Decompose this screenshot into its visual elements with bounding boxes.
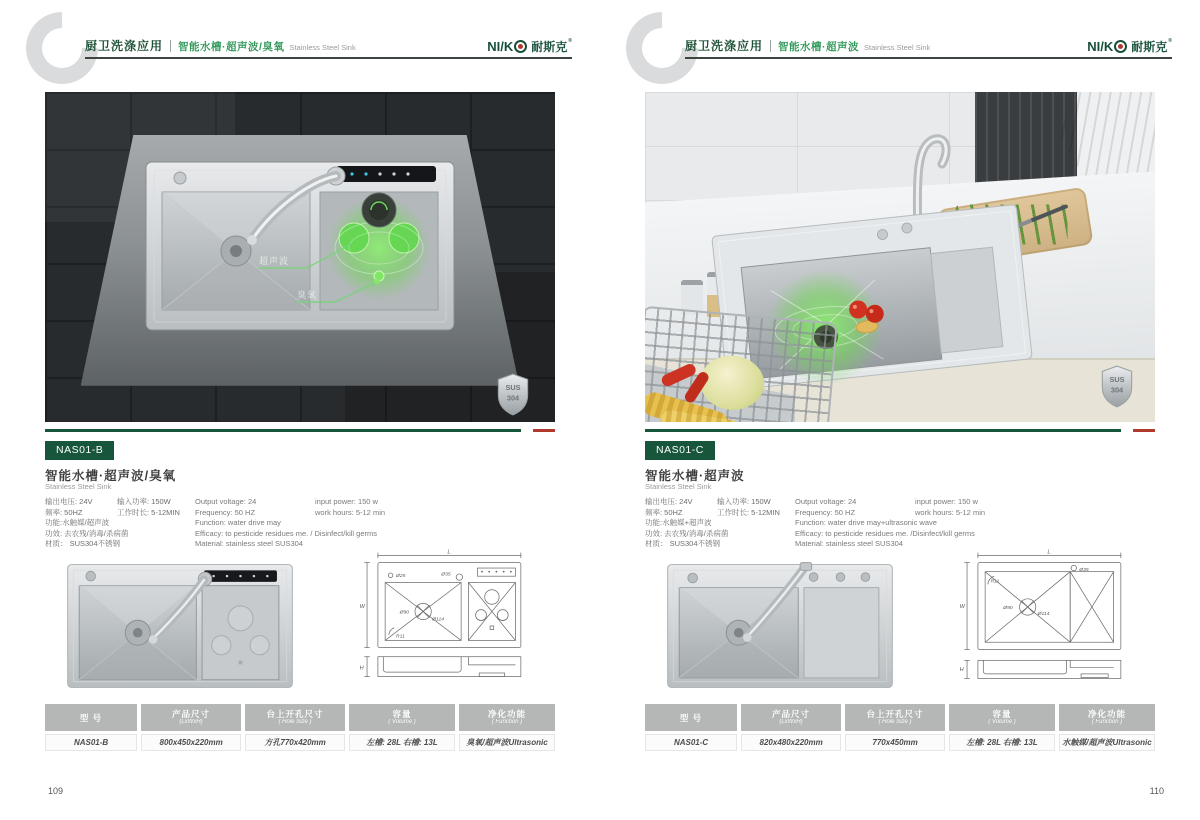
spec-table bbox=[45, 704, 555, 751]
table-cell: 800x450x220mm bbox=[141, 734, 241, 751]
logo-o-icon bbox=[1114, 40, 1127, 53]
header-title-cn: 智能水槽·超声波 bbox=[778, 41, 860, 53]
table-header-cell: 容量 ( Volume ) bbox=[949, 704, 1055, 731]
brand-logo: NI / K 耐斯克 ® bbox=[487, 38, 572, 54]
table-cell: NAS01-C bbox=[645, 734, 737, 751]
table-header-cell: 台上开孔尺寸 ( Hole Size ) bbox=[245, 704, 345, 731]
brand-logo: NI / K 耐斯克 ® bbox=[1087, 38, 1172, 54]
product-subtitle: Stainless Steel Sink bbox=[645, 482, 712, 491]
table-cell: 左槽: 28L 右槽: 13L bbox=[949, 734, 1055, 751]
spec-table bbox=[645, 704, 1155, 751]
tech-drawing bbox=[958, 540, 1148, 692]
svg-text:R11: R11 bbox=[396, 634, 405, 640]
svg-text:Ø35: Ø35 bbox=[1079, 567, 1089, 573]
window-blind bbox=[975, 92, 1077, 190]
wire-basket bbox=[645, 306, 838, 422]
svg-text:H: H bbox=[959, 667, 964, 674]
header-title-en: Stainless Steel Sink bbox=[864, 43, 931, 52]
product-thumbnail bbox=[60, 558, 300, 694]
page-header bbox=[685, 37, 930, 54]
table-cell: 方孔770x420mm bbox=[245, 734, 345, 751]
svg-text:304: 304 bbox=[1110, 385, 1124, 395]
product-title: 智能水槽·超声波/臭氧 bbox=[45, 469, 177, 483]
product-photo bbox=[45, 92, 555, 422]
svg-text:Ø35: Ø35 bbox=[441, 572, 451, 578]
svg-text:304: 304 bbox=[506, 393, 520, 403]
model-badge: NAS01-B bbox=[45, 441, 114, 460]
product-subtitle: Stainless Steel Sink bbox=[45, 482, 112, 491]
table-cell: 770x450mm bbox=[845, 734, 945, 751]
specs-en: Output voltage: 24 input power: 150 w Frequency: 50 HZ work hours: 5-12 min Function: water drive may+ultrasonic wave Efficacy: to pesticide residues me. /Disinfect/kill germs Material: stainless steel SUS304 bbox=[795, 497, 986, 548]
header-title-en: Stainless Steel Sink bbox=[289, 43, 356, 52]
header-category: 厨卫洗涤应用 bbox=[685, 39, 764, 53]
callout-label: 臭氧 bbox=[297, 290, 318, 300]
svg-text:L: L bbox=[1047, 549, 1051, 556]
product-thumbnail bbox=[660, 558, 900, 694]
product-title: 智能水槽·超声波 bbox=[645, 469, 745, 483]
header-rule bbox=[685, 57, 1172, 59]
shield-badge-icon bbox=[1099, 364, 1135, 408]
product-photo bbox=[645, 92, 1155, 422]
table-cell: 臭氧/超声波Ultrasonic bbox=[459, 734, 555, 751]
svg-text:SUS: SUS bbox=[505, 382, 521, 392]
header-rule bbox=[85, 57, 572, 59]
separator bbox=[45, 429, 555, 432]
page-number: 109 bbox=[48, 786, 64, 796]
svg-text:H: H bbox=[359, 665, 364, 672]
svg-text:Ø90: Ø90 bbox=[1003, 605, 1013, 611]
callout-label: 超声波 bbox=[259, 256, 290, 266]
svg-text:Ø114: Ø114 bbox=[432, 617, 444, 623]
svg-text:Ø114: Ø114 bbox=[1037, 612, 1050, 618]
cabbage bbox=[698, 353, 766, 412]
table-header-cell: 净化功能 ( Function ) bbox=[459, 704, 555, 731]
table-cell: 左槽: 28L 右槽: 13L bbox=[349, 734, 455, 751]
specs-en: Output voltage: 24 input power: 150 w Frequency: 50 HZ work hours: 5-12 min Function: water drive may Efficacy: to pesticide residues me. / Disinfect/kill germs Material: stainless steel SUS304 bbox=[195, 497, 386, 548]
specs-cn: 输出电压: 24V 输入功率: 150W 频率: 50HZ 工作时长: 5-12MIN 功能:水触媒+超声波 功效: 去农残/消毒/杀病菌 材质： SUS304不锈钢 bbox=[645, 497, 780, 548]
model-badge: NAS01-C bbox=[645, 441, 715, 460]
svg-text:W: W bbox=[959, 603, 965, 610]
shield-badge-icon bbox=[495, 372, 531, 416]
table-header-cell: 产品尺寸 (LxWxH) bbox=[741, 704, 841, 731]
photo-callouts bbox=[45, 92, 555, 422]
table-header-cell: 净化功能 ( Function ) bbox=[1059, 704, 1155, 731]
header-divider bbox=[770, 40, 771, 52]
svg-text:SUS: SUS bbox=[1109, 374, 1125, 384]
table-cell: 水触媒/超声波Ultrasonic bbox=[1059, 734, 1155, 751]
table-header-cell: 产品尺寸 (LxWxH) bbox=[141, 704, 241, 731]
page-number: 110 bbox=[1149, 786, 1164, 796]
table-header-cell: 型 号 bbox=[45, 704, 137, 731]
catalog-page-right bbox=[600, 0, 1200, 820]
separator bbox=[645, 429, 1155, 432]
logo-o-icon bbox=[514, 40, 527, 53]
svg-text:R11: R11 bbox=[990, 579, 1000, 585]
header-title-cn: 智能水槽·超声波/臭氧 bbox=[178, 41, 285, 53]
table-header-cell: 容量 ( Volume ) bbox=[349, 704, 455, 731]
svg-text:W: W bbox=[359, 603, 365, 610]
svg-text:Ø25: Ø25 bbox=[396, 574, 406, 580]
header-category: 厨卫洗涤应用 bbox=[85, 39, 164, 53]
specs-cn: 输出电压: 24V 输入功率: 150W 频率: 50HZ 工作时长: 5-12MIN 功能:水触媒/超声波 功效: 去农残/消毒/杀病菌 材质： SUS304不锈钢 bbox=[45, 497, 180, 548]
page-header bbox=[85, 37, 356, 54]
header-divider bbox=[170, 40, 171, 52]
tech-drawing bbox=[358, 540, 548, 692]
table-cell: NAS01-B bbox=[45, 734, 137, 751]
svg-text:Ø90: Ø90 bbox=[399, 610, 410, 616]
table-header-cell: 型 号 bbox=[645, 704, 737, 731]
svg-text:L: L bbox=[447, 549, 451, 556]
table-header-cell: 台上开孔尺寸 ( Hole Size ) bbox=[845, 704, 945, 731]
table-cell: 820x480x220mm bbox=[741, 734, 841, 751]
